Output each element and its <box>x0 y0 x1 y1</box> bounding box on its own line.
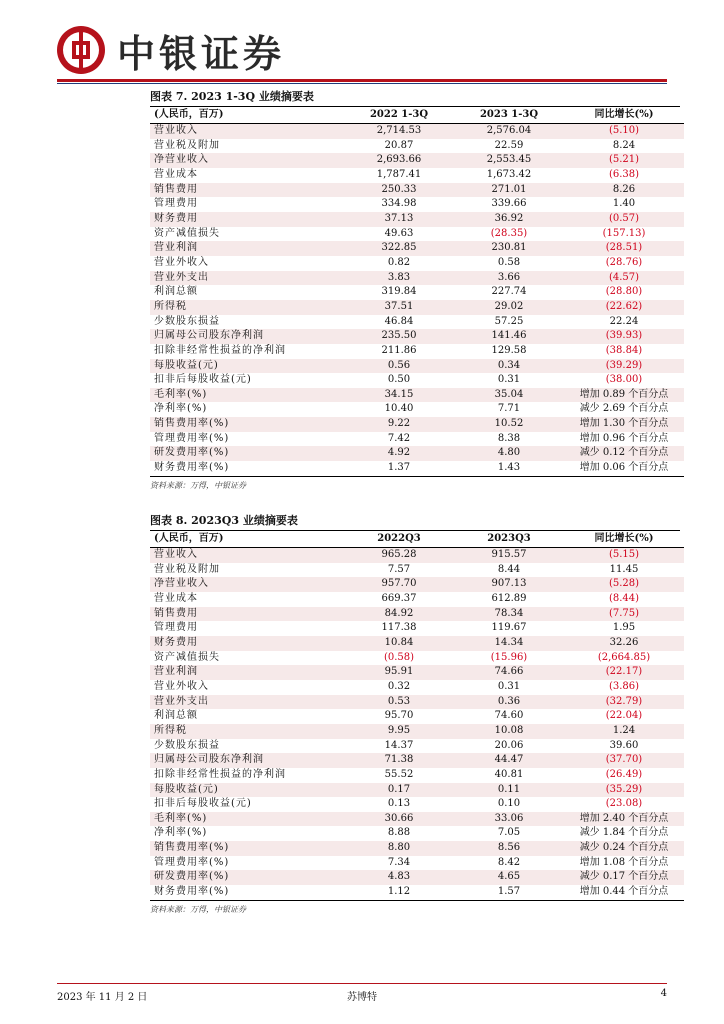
cell-value: 117.38 <box>381 622 417 634</box>
cell-value: (39.29) <box>564 359 684 374</box>
cell-value: 7.34 <box>387 856 411 868</box>
cell-value: (28.76) <box>605 256 643 268</box>
cell-value: 增加 0.44 个百分点 <box>564 885 684 900</box>
table-row <box>150 621 684 636</box>
cell-value: 减少 0.24 个百分点 <box>564 841 684 856</box>
cell-value: 8.38 <box>497 432 521 444</box>
table-row <box>150 359 684 374</box>
cell-value: 增加 1.30 个百分点 <box>564 417 684 432</box>
cell-value: 14.34 <box>454 636 564 651</box>
header-cell: 同比增长(%) <box>564 107 684 124</box>
cell-value: 0.56 <box>344 359 454 374</box>
page-header <box>57 22 285 78</box>
header-cell: 2023 1-3Q <box>454 107 564 124</box>
table7-source: 资料来源：万得，中银证券 <box>150 480 246 490</box>
table-row <box>150 826 684 841</box>
cell-value: 0.82 <box>387 256 411 268</box>
row-label: 少数股东损益 <box>154 739 220 751</box>
cell-value: 29.02 <box>454 300 564 315</box>
cell-value: 减少 0.12 个百分点 <box>564 446 684 461</box>
header-cell: 2022Q3 <box>344 531 454 548</box>
table-row <box>150 271 684 286</box>
cell-value: 84.92 <box>344 607 454 622</box>
cell-value: 20.87 <box>384 139 414 151</box>
cell-value: 334.98 <box>381 198 417 210</box>
bank-of-china-logo-icon <box>57 26 105 74</box>
cell-value: 71.38 <box>344 753 454 768</box>
cell-value: 2,693.66 <box>344 153 454 168</box>
cell-value: 915.57 <box>454 548 564 563</box>
cell-value: 14.37 <box>384 739 414 751</box>
cell-value: 965.28 <box>344 548 454 563</box>
row-label: 营业外收入 <box>154 680 209 692</box>
row-label: 营业外支出 <box>150 271 344 286</box>
cell-value: 0.10 <box>497 798 521 810</box>
row-label: 少数股东损益 <box>154 315 220 327</box>
cell-value: 230.81 <box>454 241 564 256</box>
table-row <box>150 241 684 256</box>
cell-value: 1.40 <box>612 198 636 210</box>
cell-value: 78.34 <box>454 607 564 622</box>
cell-value: (0.57) <box>564 212 684 227</box>
cell-value: 减少 1.84 个百分点 <box>579 827 669 839</box>
table7-section <box>150 88 680 492</box>
cell-value: 4.83 <box>344 870 454 885</box>
header-cell: (人民币，百万) <box>150 107 344 124</box>
cell-value: 7.71 <box>497 403 521 415</box>
cell-value: 0.31 <box>497 680 521 692</box>
table-row <box>150 256 684 271</box>
table-row <box>150 417 684 432</box>
cell-value: 35.04 <box>454 388 564 403</box>
row-label: 营业外支出 <box>150 695 344 710</box>
table-row <box>150 153 684 168</box>
cell-value: 36.92 <box>454 212 564 227</box>
cell-value: 3.66 <box>454 271 564 286</box>
row-label: 管理费用 <box>154 622 198 634</box>
row-label: 资产减值损失 <box>154 227 220 239</box>
cell-value: 减少 0.17 个百分点 <box>564 870 684 885</box>
table-row <box>150 124 684 139</box>
cell-value: 8.24 <box>612 139 636 151</box>
cell-value: 减少 2.69 个百分点 <box>579 403 669 415</box>
cell-value: 2,576.04 <box>454 124 564 139</box>
cell-value: 319.84 <box>381 286 417 298</box>
row-label: 扣非后每股收益(元) <box>154 374 252 386</box>
cell-value: 9.95 <box>344 724 454 739</box>
table-row <box>150 183 684 198</box>
row-label: 管理费用率(%) <box>154 856 230 868</box>
row-label: 营业利润 <box>150 665 344 680</box>
cell-value: 11.45 <box>609 563 639 575</box>
cell-value: 0.17 <box>344 783 454 798</box>
cell-value: (5.21) <box>564 153 684 168</box>
cell-value: 129.58 <box>491 344 527 356</box>
cell-value: 32.26 <box>564 636 684 651</box>
cell-value: 1.95 <box>612 622 636 634</box>
cell-value: (6.38) <box>608 168 640 180</box>
table-row <box>150 739 684 754</box>
row-label: 营业税及附加 <box>154 563 220 575</box>
cell-value: 22.59 <box>494 139 524 151</box>
cell-value: (26.49) <box>605 768 643 780</box>
cell-value: 4.92 <box>344 446 454 461</box>
cell-value: 957.70 <box>344 577 454 592</box>
table-row <box>150 695 684 710</box>
cell-value: (5.28) <box>564 577 684 592</box>
table8-section <box>150 512 680 916</box>
header-cell: 2022 1-3Q <box>344 107 454 124</box>
cell-value: 7.05 <box>497 827 521 839</box>
row-label: 营业外收入 <box>154 256 209 268</box>
row-label: 营业利润 <box>150 241 344 256</box>
table-row <box>150 665 684 680</box>
cell-value: 40.81 <box>494 768 524 780</box>
table-row <box>150 315 684 330</box>
row-label: 销售费用 <box>150 607 344 622</box>
table-row <box>150 592 684 607</box>
cell-value: 907.13 <box>454 577 564 592</box>
cell-value: 10.40 <box>384 403 414 415</box>
cell-value: 8.42 <box>497 856 521 868</box>
table-row <box>150 329 684 344</box>
cell-value: 增加 1.08 个百分点 <box>579 856 669 868</box>
cell-value: (37.70) <box>564 753 684 768</box>
cell-value: (32.79) <box>564 695 684 710</box>
cell-value: 0.53 <box>344 695 454 710</box>
cell-value: 8.56 <box>454 841 564 856</box>
table-row <box>150 870 684 885</box>
cell-value: 30.66 <box>344 812 454 827</box>
table-row <box>150 783 684 798</box>
table-row <box>150 168 684 183</box>
row-label: 毛利率(%) <box>150 388 344 403</box>
row-label: 研发费用率(%) <box>150 870 344 885</box>
row-label: 净利率(%) <box>154 827 208 839</box>
cell-value: 3.83 <box>344 271 454 286</box>
table-row <box>150 300 684 315</box>
row-label: 销售费用 <box>150 183 344 198</box>
cell-value: (3.86) <box>608 680 640 692</box>
row-label: 毛利率(%) <box>150 812 344 827</box>
table-row <box>150 885 684 900</box>
row-label: 销售费用率(%) <box>150 417 344 432</box>
cell-value: 95.70 <box>384 710 414 722</box>
cell-value: 211.86 <box>381 344 417 356</box>
row-label: 销售费用率(%) <box>150 841 344 856</box>
cell-value: 1.57 <box>454 885 564 900</box>
cell-value: 271.01 <box>454 183 564 198</box>
cell-value: 339.66 <box>491 198 527 210</box>
header-divider <box>57 79 667 82</box>
cell-value: (5.15) <box>564 548 684 563</box>
table-row <box>150 139 684 154</box>
row-label: 所得税 <box>150 724 344 739</box>
row-label: 净营业收入 <box>150 577 344 592</box>
cell-value: 4.80 <box>454 446 564 461</box>
cell-value: 250.33 <box>344 183 454 198</box>
cell-value: 34.15 <box>344 388 454 403</box>
table8-title: 图表 8. 2023Q3 业绩摘要表 <box>150 512 680 531</box>
cell-value: (39.93) <box>564 329 684 344</box>
brand-name: 中银证券 <box>117 31 286 76</box>
row-label: 营业收入 <box>150 548 344 563</box>
row-label: 每股收益(元) <box>150 783 344 798</box>
cell-value: 1.24 <box>564 724 684 739</box>
cell-value: (28.51) <box>564 241 684 256</box>
table7 <box>150 107 684 477</box>
table-row <box>150 344 684 359</box>
row-label: 扣非后每股收益(元) <box>154 798 252 810</box>
table7-title: 图表 7. 2023 1-3Q 业绩摘要表 <box>150 88 680 107</box>
cell-value: (8.44) <box>608 592 640 604</box>
cell-value: (4.57) <box>564 271 684 286</box>
cell-value: 2,714.53 <box>344 124 454 139</box>
row-label: 扣除非经常性损益的净利润 <box>154 768 286 780</box>
cell-value: 8.26 <box>564 183 684 198</box>
row-label: 财务费用率(%) <box>150 461 344 476</box>
table-row <box>150 402 684 417</box>
row-label: 归属母公司股东净利润 <box>150 753 344 768</box>
cell-value: 227.74 <box>491 286 527 298</box>
row-label: 管理费用率(%) <box>154 432 230 444</box>
table-row <box>150 373 684 388</box>
table-row <box>150 446 684 461</box>
row-label: 管理费用 <box>154 198 198 210</box>
cell-value: (35.29) <box>564 783 684 798</box>
table-row <box>150 197 684 212</box>
table-row <box>150 388 684 403</box>
table8-source: 资料来源：万得，中银证券 <box>150 904 246 914</box>
cell-value: 22.24 <box>609 315 639 327</box>
cell-value: 44.47 <box>454 753 564 768</box>
cell-value: 49.63 <box>384 227 414 239</box>
footer-divider <box>57 983 667 984</box>
cell-value: 10.08 <box>454 724 564 739</box>
cell-value: (22.62) <box>564 300 684 315</box>
cell-value: 1,673.42 <box>486 168 532 180</box>
cell-value: 37.13 <box>344 212 454 227</box>
cell-value: 1.43 <box>454 461 564 476</box>
table8 <box>150 531 684 901</box>
cell-value: 1.37 <box>344 461 454 476</box>
cell-value: 1,787.41 <box>376 168 422 180</box>
cell-value: 55.52 <box>384 768 414 780</box>
row-label: 营业成本 <box>154 168 198 180</box>
cell-value: 0.36 <box>454 695 564 710</box>
cell-value: 增加 0.89 个百分点 <box>564 388 684 403</box>
cell-value: 8.44 <box>497 563 521 575</box>
row-label: 营业税及附加 <box>154 139 220 151</box>
table-row <box>150 461 684 476</box>
table-row <box>150 709 684 724</box>
row-label: 利润总额 <box>154 710 198 722</box>
cell-value: 57.25 <box>494 315 524 327</box>
table-row <box>150 285 684 300</box>
cell-value: 322.85 <box>344 241 454 256</box>
table-row <box>150 812 684 827</box>
table-row <box>150 227 684 242</box>
row-label: 研发费用率(%) <box>150 446 344 461</box>
table-row <box>150 753 684 768</box>
row-label: 所得税 <box>150 300 344 315</box>
header-cell: (人民币，百万) <box>150 531 344 548</box>
row-label: 净营业收入 <box>150 153 344 168</box>
header-divider-thin <box>57 83 667 84</box>
cell-value: 33.06 <box>454 812 564 827</box>
cell-value: 10.84 <box>344 636 454 651</box>
cell-value: 37.51 <box>344 300 454 315</box>
cell-value: 8.80 <box>344 841 454 856</box>
row-label: 利润总额 <box>154 286 198 298</box>
table7-header-row <box>150 107 684 124</box>
table-row <box>150 856 684 871</box>
cell-value: 612.89 <box>491 592 527 604</box>
cell-value: 1.12 <box>344 885 454 900</box>
cell-value: 39.60 <box>609 739 639 751</box>
table8-header-row <box>150 531 684 548</box>
cell-value: (0.58) <box>383 651 415 663</box>
table-row <box>150 577 684 592</box>
cell-value: (28.35) <box>490 227 528 239</box>
table-row <box>150 768 684 783</box>
company-name: 苏博特 <box>347 992 377 1003</box>
cell-value: (28.80) <box>605 286 643 298</box>
cell-value: 74.66 <box>454 665 564 680</box>
cell-value: 2,553.45 <box>454 153 564 168</box>
row-label: 财务费用 <box>150 636 344 651</box>
cell-value: 0.58 <box>497 256 521 268</box>
row-label: 净利率(%) <box>154 403 208 415</box>
cell-value: (5.10) <box>564 124 684 139</box>
cell-value: 增加 0.96 个百分点 <box>579 432 669 444</box>
table-row <box>150 432 684 447</box>
cell-value: (22.04) <box>605 710 643 722</box>
cell-value: 7.57 <box>387 563 411 575</box>
row-label: 每股收益(元) <box>150 359 344 374</box>
cell-value: (38.84) <box>605 344 643 356</box>
cell-value: 669.37 <box>381 592 417 604</box>
cell-value: 74.60 <box>494 710 524 722</box>
cell-value: 95.91 <box>344 665 454 680</box>
table-row <box>150 797 684 812</box>
cell-value: 141.46 <box>454 329 564 344</box>
cell-value: 7.42 <box>387 432 411 444</box>
cell-value: 10.52 <box>454 417 564 432</box>
table-row <box>150 607 684 622</box>
cell-value: 9.22 <box>344 417 454 432</box>
cell-value: 20.06 <box>494 739 524 751</box>
row-label: 资产减值损失 <box>154 651 220 663</box>
cell-value: 4.65 <box>454 870 564 885</box>
cell-value: 0.13 <box>387 798 411 810</box>
cell-value: 0.11 <box>454 783 564 798</box>
cell-value: 增加 0.06 个百分点 <box>564 461 684 476</box>
cell-value: 119.67 <box>491 622 527 634</box>
cell-value: (22.17) <box>564 665 684 680</box>
cell-value: 46.84 <box>384 315 414 327</box>
row-label: 扣除非经常性损益的净利润 <box>154 344 286 356</box>
cell-value: (7.75) <box>564 607 684 622</box>
table-row <box>150 724 684 739</box>
row-label: 归属母公司股东净利润 <box>150 329 344 344</box>
cell-value: (2,664.85) <box>597 651 651 663</box>
row-label: 营业收入 <box>150 124 344 139</box>
cell-value: (23.08) <box>605 798 643 810</box>
cell-value: 0.32 <box>387 680 411 692</box>
report-date: 2023 年 11 月 2 日 <box>57 992 148 1003</box>
table-row <box>150 651 684 666</box>
cell-value: 0.50 <box>387 374 411 386</box>
table-row <box>150 680 684 695</box>
cell-value: 0.34 <box>454 359 564 374</box>
table-row <box>150 563 684 578</box>
row-label: 财务费用 <box>150 212 344 227</box>
cell-value: 增加 2.40 个百分点 <box>564 812 684 827</box>
table-row <box>150 548 684 563</box>
cell-value: 0.31 <box>497 374 521 386</box>
cell-value: 8.88 <box>387 827 411 839</box>
page-number: 4 <box>660 988 667 999</box>
cell-value: 235.50 <box>344 329 454 344</box>
header-cell: 同比增长(%) <box>564 531 684 548</box>
row-label: 营业成本 <box>154 592 198 604</box>
row-label: 财务费用率(%) <box>150 885 344 900</box>
cell-value: (38.00) <box>605 374 643 386</box>
cell-value: (157.13) <box>602 227 646 239</box>
table-row <box>150 636 684 651</box>
table-row <box>150 212 684 227</box>
header-cell: 2023Q3 <box>454 531 564 548</box>
table-row <box>150 841 684 856</box>
cell-value: (15.96) <box>490 651 528 663</box>
